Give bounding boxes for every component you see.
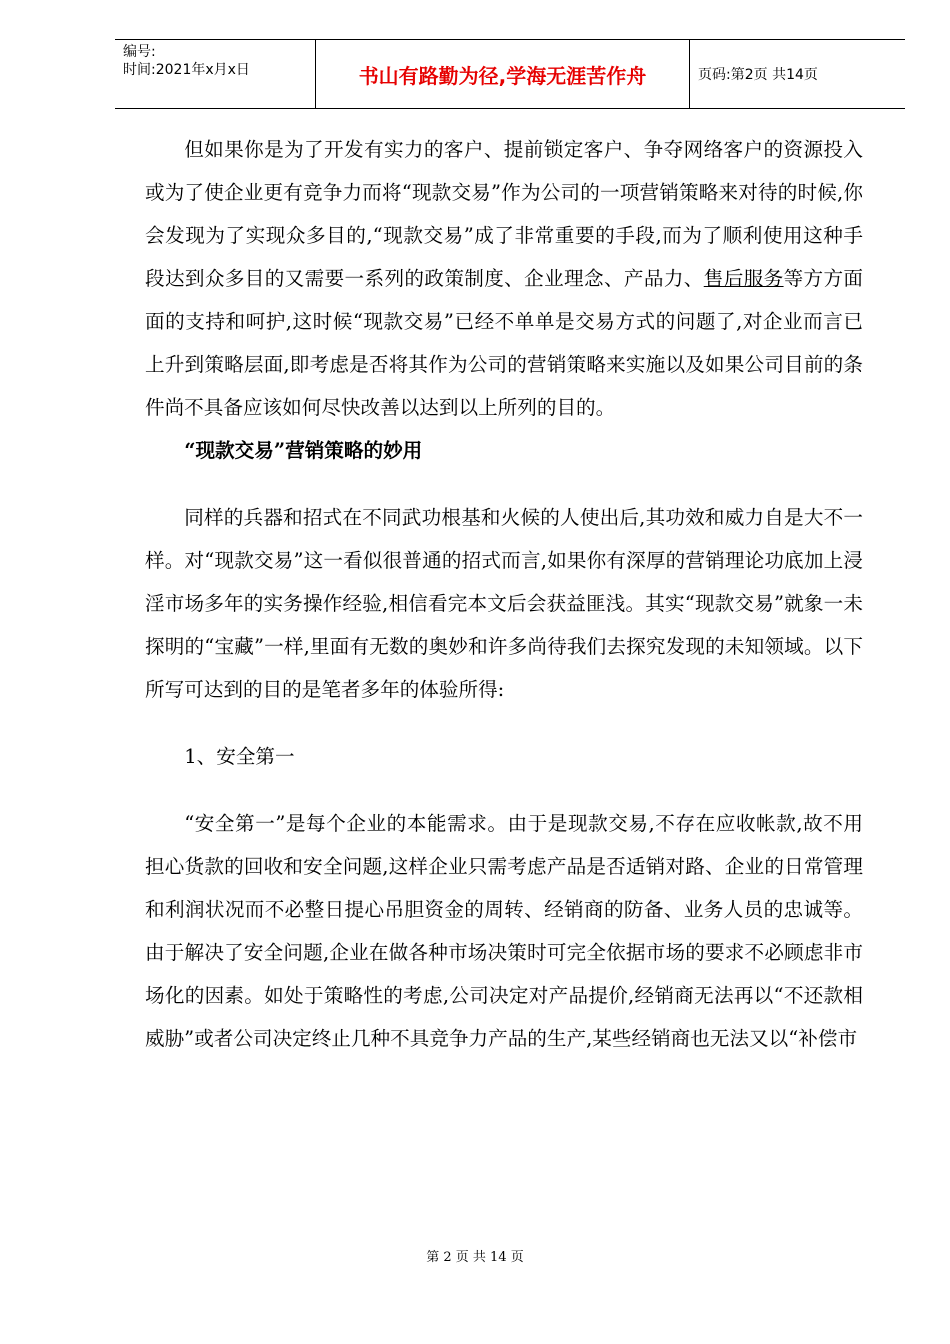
paragraph-1-text: 但如果你是为了开发有实力的客户、提前锁定客户、争夺网络客户的资源投入或为了使企业更有竞争力而将“现款交易”作为公司的一项营销策略来对待的时候,你会发现为了实现众多目的,“现款交易”成了非常重要的手段,而为了顺利使用这种手段达到众多目的又需要一系列的政策制度、企业理念、产品力、: [145, 138, 863, 290]
header-motto: 书山有路勤为径,学海无涯苦作舟: [358, 63, 647, 88]
time-label: 时间:2021年x月x日: [123, 62, 250, 78]
after-sales-service-link[interactable]: 售后服务: [703, 267, 784, 290]
document-body: [145, 128, 863, 1060]
section-1-title: 1、安全第一: [184, 745, 295, 768]
page-footer: 第 2 页 共 14 页: [426, 1250, 524, 1265]
paragraph-1-text-end: 等方方面面的支持和呵护,这时候“现款交易”已经不单单是交易方式的问题了,对企业而言已上升到策略层面,即考虑是否将其作为公司的营销策略来实施以及如果公司目前的条件尚不具备应该如何尽快改善以达到以上所列的目的。: [145, 267, 864, 419]
paragraph-3: “安全第一”是每个企业的本能需求。由于是现款交易,不存在应收帐款,故不用担心货款的回收和安全问题,这样企业只需考虑产品是否适销对路、企业的日常管理和利润状况而不必整日提心吊胆资金的周转、经销商的防备、业务人员的忠诚等。由于解决了安全问题,企业在做各种市场决策时可完全依据市场的要求不必顾虑非市场化的因素。如处于策略性的考虑,公司决定对产品提价,经销商无法再以“不还款相威胁”或者公司决定终止几种不具竞争力产品的生产,某些经销商也无法又以“补偿市: [145, 812, 863, 1050]
header-motto-cell: [315, 40, 690, 108]
section-heading: “现款交易”营销策略的妙用: [184, 439, 423, 462]
paragraph-2: 同样的兵器和招式在不同武功根基和火候的人使出后,其功效和威力自是大不一样。对“现款交易”这一看似很普通的招式而言,如果你有深厚的营销理论功底加上浸淫市场多年的实务操作经验,相信看完本文后会获益匪浅。其实“现款交易”就象一未探明的“宝藏”一样,里面有无数的奥妙和许多尚待我们去探究发现的未知领域。以下所写可达到的目的是笔者多年的体验所得:: [145, 506, 863, 701]
paragraph-1: [145, 128, 863, 429]
number-label: 编号:: [123, 44, 156, 60]
page-header: [115, 39, 905, 109]
header-page-info: 页码:第2页 共14页: [698, 67, 818, 83]
header-meta: [115, 40, 315, 108]
